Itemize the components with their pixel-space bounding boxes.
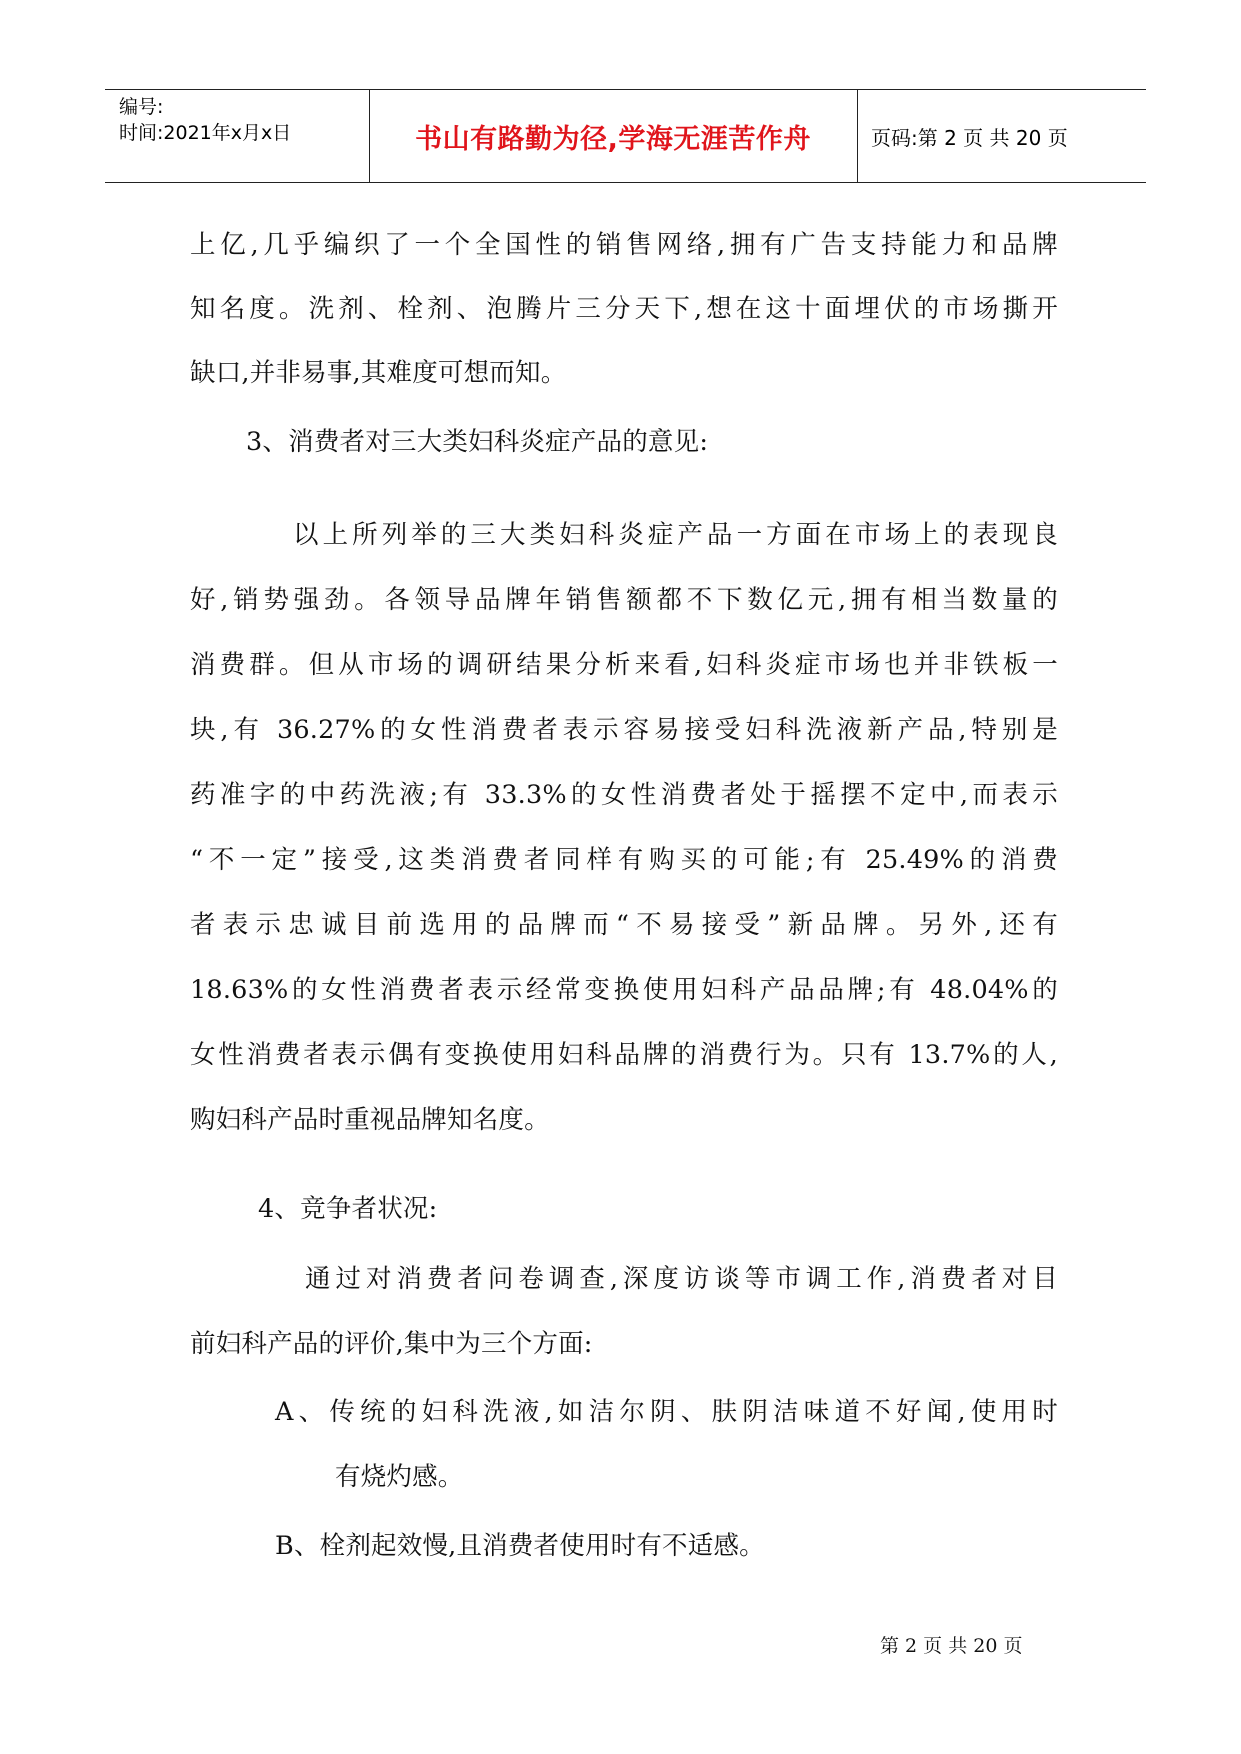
body-line: 好,销势强劲。各领导品牌年销售额都不下数亿元,拥有相当数量的	[190, 585, 1058, 615]
body-line: 药准字的中药洗液;有 33.3%的女性消费者处于摇摆不定中,而表示	[190, 780, 1058, 810]
page-footer: 第 2 页 共 20 页	[880, 1635, 1023, 1657]
body-line: 缺口,并非易事,其难度可想而知。	[190, 358, 567, 388]
body-line: 前妇科产品的评价,集中为三个方面:	[190, 1329, 593, 1359]
list-item: A、传统的妇科洗液,如洁尔阴、肤阴洁味道不好闻,使用时	[275, 1397, 1058, 1427]
header-page-code: 页码:第 2 页 共 20 页	[871, 125, 1068, 150]
list-item-continuation: 有烧灼感。	[335, 1462, 464, 1492]
body-line: 通过对消费者问卷调查,深度访谈等市调工作,消费者对目	[305, 1264, 1058, 1294]
serial-label: 编号:	[119, 96, 164, 118]
time-label: 时间:2021年x月x日	[119, 122, 292, 144]
body-line: 上亿,几乎编织了一个全国性的销售网络,拥有广告支持能力和品牌	[190, 230, 1058, 260]
body-line: “不一定”接受,这类消费者同样有购买的可能;有 25.49%的消费	[190, 845, 1058, 875]
page-header	[105, 89, 1146, 183]
body-line: 购妇科产品时重视品牌知名度。	[190, 1105, 550, 1135]
header-motto: 书山有路勤为径,学海无涯苦作舟	[415, 123, 811, 155]
header-meta	[119, 94, 291, 146]
list-item: B、栓剂起效慢,且消费者使用时有不适感。	[275, 1531, 765, 1561]
body-line: 消费群。但从市场的调研结果分析来看,妇科炎症市场也并非铁板一	[190, 650, 1058, 680]
section-heading: 4、竞争者状况:	[258, 1194, 438, 1224]
body-line: 18.63%的女性消费者表示经常变换使用妇科产品品牌;有 48.04%的	[190, 975, 1058, 1005]
body-line: 者表示忠诚目前选用的品牌而“不易接受”新品牌。另外,还有	[190, 910, 1058, 940]
body-line: 知名度。洗剂、栓剂、泡腾片三分天下,想在这十面埋伏的市场撕开	[190, 294, 1058, 324]
body-line: 女性消费者表示偶有变换使用妇科品牌的消费行为。只有 13.7%的人,	[190, 1040, 1058, 1070]
section-heading: 3、消费者对三大类妇科炎症产品的意见:	[246, 427, 709, 457]
body-line: 以上所列举的三大类妇科炎症产品一方面在市场上的表现良	[293, 520, 1058, 550]
body-line: 块,有 36.27%的女性消费者表示容易接受妇科洗液新产品,特别是	[190, 715, 1058, 745]
header-divider	[857, 90, 858, 182]
